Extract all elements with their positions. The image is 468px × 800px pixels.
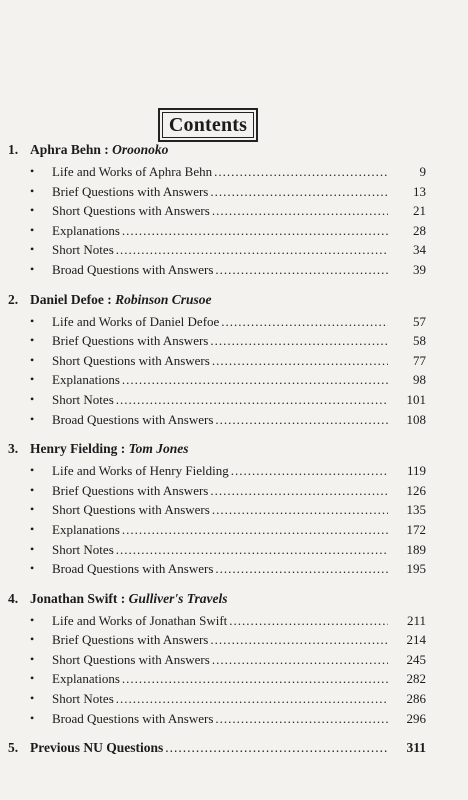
bullet-icon: • (30, 372, 35, 387)
chapter-number: 1. (8, 142, 19, 157)
bullet-icon: • (30, 710, 35, 725)
table-of-contents (0, 142, 468, 762)
bullet-icon: • (30, 651, 35, 666)
chapter-number: 2. (8, 291, 19, 307)
bullet-icon: • (30, 671, 35, 686)
entry-page-number: 77 (413, 352, 426, 368)
dot-leader (212, 203, 388, 219)
entry-label: Short Notes (52, 541, 114, 557)
toc-entry (0, 262, 468, 282)
entry-label: Explanations (52, 671, 120, 687)
entry-label: Explanations (52, 372, 120, 388)
dot-leader (116, 242, 388, 258)
toc-entry (0, 691, 468, 711)
entry-label: Short Questions with Answers (52, 502, 210, 518)
entry-label: Short Notes (52, 391, 114, 407)
toc-entry (0, 632, 468, 652)
bullet-icon: • (30, 502, 35, 517)
chapter-heading (0, 292, 468, 314)
toc-entry (0, 561, 468, 581)
entry-label: Brief Questions with Answers (52, 183, 209, 199)
entry-label: Broad Questions with Answers (52, 411, 214, 427)
entry-label: Previous NU Questions (30, 740, 164, 756)
chapter-heading (0, 441, 468, 463)
bullet-icon: • (30, 333, 35, 348)
bullet-icon: • (30, 164, 35, 178)
dot-leader (122, 671, 388, 687)
dot-leader (212, 502, 388, 518)
toc-entry (0, 542, 468, 562)
toc-final-entry (0, 740, 468, 762)
dot-leader (116, 691, 388, 707)
work-title: Tom Jones (128, 441, 189, 457)
entry-label: Explanations (52, 222, 120, 238)
title-separator: : (100, 142, 113, 157)
entry-label: Short Notes (52, 691, 114, 707)
toc-entry (0, 522, 468, 542)
entry-page-number: 58 (413, 333, 426, 349)
chapter-title (30, 591, 228, 607)
work-title: Robinson Crusoe (115, 291, 212, 307)
bullet-icon: • (30, 632, 35, 647)
entry-page-number: 57 (413, 313, 426, 329)
bullet-icon: • (30, 242, 35, 257)
toc-entry (0, 353, 468, 373)
entry-label: Brief Questions with Answers (52, 333, 209, 349)
entry-label: Life and Works of Henry Fielding (52, 463, 229, 479)
entry-label: Broad Questions with Answers (52, 710, 214, 726)
dot-leader (229, 613, 388, 629)
dot-leader (122, 522, 388, 538)
bullet-icon: • (30, 222, 35, 237)
entry-label: Life and Works of Aphra Behn (52, 164, 213, 179)
chapter-title (30, 441, 189, 457)
entry-page-number: 21 (413, 203, 426, 219)
dot-leader (210, 632, 388, 648)
dot-leader (215, 711, 388, 727)
toc-entry (0, 223, 468, 243)
toc-entry (0, 184, 468, 204)
contents-title-box (158, 108, 258, 142)
toc-entry (0, 463, 468, 483)
bullet-icon: • (30, 203, 35, 218)
dot-leader (210, 333, 388, 349)
entry-page-number: 126 (406, 482, 426, 498)
dot-leader (122, 223, 388, 239)
bullet-icon: • (30, 482, 35, 497)
entry-label: Short Questions with Answers (52, 651, 210, 667)
entry-label: Short Questions with Answers (52, 203, 210, 219)
toc-entry (0, 164, 468, 184)
toc-entry (0, 392, 468, 412)
entry-page-number: 39 (413, 261, 426, 277)
dot-leader (122, 372, 388, 388)
work-title: Oroonoko (112, 142, 169, 157)
toc-entry (0, 203, 468, 223)
entry-page-number: 98 (413, 372, 426, 388)
title-separator: : (117, 590, 129, 606)
entry-page-number: 135 (406, 502, 426, 518)
bullet-icon: • (30, 261, 35, 276)
dot-leader (210, 184, 388, 200)
page-title: Contents (168, 113, 248, 136)
entry-label: Brief Questions with Answers (52, 482, 209, 498)
toc-entry (0, 652, 468, 672)
toc-entry (0, 242, 468, 262)
entry-page-number: 311 (406, 740, 426, 756)
chapter-title (30, 142, 168, 158)
bullet-icon: • (30, 521, 35, 536)
author-name: Jonathan Swift (30, 590, 118, 606)
work-title: Gulliver's Travels (128, 590, 228, 606)
entry-page-number: 28 (413, 222, 426, 238)
entry-page-number: 296 (406, 710, 426, 726)
author-name: Henry Fielding (30, 441, 118, 457)
entry-page-number: 189 (406, 541, 426, 557)
bullet-icon: • (30, 183, 35, 198)
bullet-icon: • (30, 352, 35, 367)
dot-leader (212, 652, 388, 668)
entry-page-number: 101 (406, 391, 426, 407)
bullet-icon: • (30, 691, 35, 706)
entry-label: Broad Questions with Answers (52, 261, 214, 277)
entry-page-number: 108 (406, 411, 426, 427)
toc-entry (0, 613, 468, 633)
entry-page-number: 13 (413, 183, 426, 199)
toc-entry (0, 372, 468, 392)
entry-label: Life and Works of Daniel Defoe (52, 313, 220, 329)
chapter-number: 3. (8, 441, 19, 457)
author-name: Aphra Behn (30, 142, 101, 157)
dot-leader (215, 262, 388, 278)
toc-entry (0, 333, 468, 353)
toc-entry (0, 412, 468, 432)
dot-leader (212, 353, 388, 369)
dot-leader (231, 463, 388, 479)
entry-label: Short Notes (52, 242, 114, 258)
title-separator: : (117, 441, 129, 457)
bullet-icon: • (30, 391, 35, 406)
entry-page-number: 286 (406, 691, 426, 707)
entry-page-number: 195 (406, 561, 426, 577)
entry-page-number: 34 (413, 242, 426, 258)
bullet-icon: • (30, 463, 35, 478)
dot-leader (116, 392, 388, 408)
chapter-number: 5. (8, 740, 19, 756)
entry-page-number: 282 (406, 671, 426, 687)
entry-page-number: 245 (406, 651, 426, 667)
author-name: Daniel Defoe (30, 291, 104, 307)
entry-label: Broad Questions with Answers (52, 561, 214, 577)
chapter-heading (0, 591, 468, 613)
entry-page-number: 211 (406, 612, 426, 628)
dot-leader (221, 314, 388, 330)
dot-leader (214, 164, 388, 180)
bullet-icon: • (30, 541, 35, 556)
dot-leader (215, 412, 388, 428)
dot-leader (165, 740, 388, 756)
toc-entry (0, 314, 468, 334)
dot-leader (210, 483, 388, 499)
chapter-number: 4. (8, 590, 19, 606)
entry-label: Life and Works of Jonathan Swift (52, 612, 228, 628)
title-separator: : (103, 291, 116, 307)
entry-label: Short Questions with Answers (52, 352, 210, 368)
toc-entry (0, 502, 468, 522)
dot-leader (215, 561, 388, 577)
toc-entry (0, 483, 468, 503)
bullet-icon: • (30, 561, 35, 576)
toc-entry (0, 671, 468, 691)
toc-entry (0, 711, 468, 731)
bullet-icon: • (30, 411, 35, 426)
bullet-icon: • (30, 313, 35, 328)
chapter-title (30, 292, 212, 308)
entry-label: Brief Questions with Answers (52, 632, 209, 648)
bullet-icon: • (30, 612, 35, 627)
entry-label: Explanations (52, 521, 120, 537)
entry-page-number: 9 (419, 164, 426, 179)
entry-page-number: 214 (406, 632, 426, 648)
chapter-heading (0, 142, 468, 164)
dot-leader (116, 542, 388, 558)
entry-page-number: 172 (406, 521, 426, 537)
entry-page-number: 119 (406, 463, 426, 479)
